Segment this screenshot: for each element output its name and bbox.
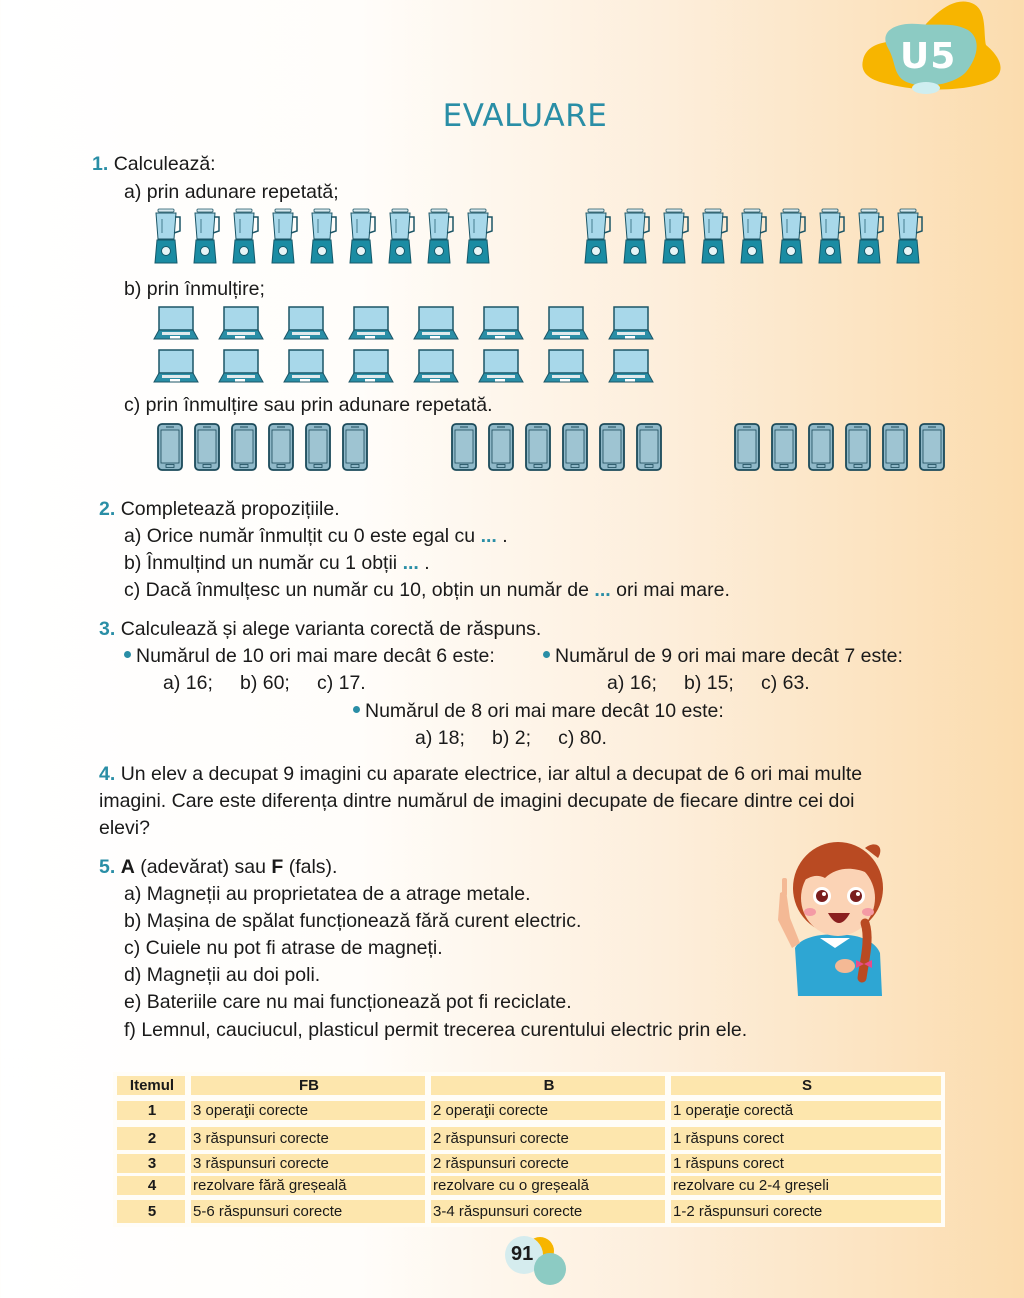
ex2-prompt: Completează propozițiile.: [120, 498, 340, 520]
ex1-number: 1.: [92, 153, 109, 175]
blender-icon: [622, 207, 650, 270]
page-title: EVALUARE: [442, 98, 608, 134]
cell-fb: rezolvare fără greșeală: [191, 1176, 425, 1195]
ex5-item-c: c) Cuiele nu pot fi atrase de magneți.: [124, 937, 443, 959]
page-circles-icon: [498, 1235, 578, 1295]
smartphone-icon: [267, 423, 295, 476]
cell-item: 3: [117, 1154, 185, 1173]
option-c[interactable]: c) 17.: [316, 672, 366, 694]
laptop-icon: [607, 305, 655, 348]
option-c[interactable]: c) 80.: [558, 727, 607, 749]
ex1-b-label: b) prin înmulțire;: [124, 278, 265, 300]
smartphone-icon: [230, 423, 258, 476]
ex2-a-text: a) Orice număr înmulțit cu 0 este egal cu: [124, 525, 476, 547]
ex2-a-end: .: [502, 525, 508, 547]
option-a[interactable]: a) 18;: [415, 727, 465, 749]
ex5-item-d: d) Magneții au doi poli.: [124, 964, 321, 986]
ex5-f-letter: F: [271, 856, 284, 878]
laptop-row-1: [152, 305, 672, 348]
cell-s: 1 răspuns corect: [671, 1154, 941, 1173]
ex5-number: 5.: [99, 856, 116, 878]
laptop-icon: [607, 348, 655, 391]
ex3-q2: [543, 644, 903, 668]
ex5-a-word: (adevărat) sau: [140, 856, 266, 878]
ex2-number: 2.: [99, 498, 116, 520]
blender-group-2: [583, 207, 934, 270]
ex1-a-label: a) prin adunare repetată;: [124, 181, 339, 203]
table-header-row: [117, 1076, 941, 1095]
table-row: [117, 1101, 941, 1120]
blender-icon: [465, 207, 493, 270]
ex4-line-1: [99, 762, 862, 786]
smartphone-icon: [450, 423, 478, 476]
ex3-number: 3.: [99, 618, 116, 640]
cell-b: 2 răspunsuri corecte: [431, 1154, 665, 1173]
bullet-icon: [353, 706, 360, 713]
cell-s: rezolvare cu 2-4 greșeli: [671, 1176, 941, 1195]
blender-icon: [778, 207, 806, 270]
option-b[interactable]: b) 60;: [239, 672, 290, 694]
cell-item: 5: [117, 1200, 185, 1223]
ex1-prompt: Calculează:: [113, 153, 216, 175]
ex3-q1: [124, 644, 495, 668]
laptop-icon: [412, 348, 460, 391]
header-b: B: [431, 1076, 665, 1095]
header-s: S: [671, 1076, 941, 1095]
blender-icon: [153, 207, 181, 270]
ex2-b-text: b) Înmulțind un număr cu 1 obții: [124, 552, 398, 574]
smartphone-icon: [524, 423, 552, 476]
table-row: [117, 1176, 941, 1195]
smartphone-icon: [733, 423, 761, 476]
cell-b: rezolvare cu o greșeală: [431, 1176, 665, 1195]
blender-icon: [895, 207, 923, 270]
ex3-q2-text: Numărul de 9 ori mai mare decât 7 este:: [555, 645, 903, 667]
laptop-icon: [347, 348, 395, 391]
ex3-q1-text: Numărul de 10 ori mai mare decât 6 este:: [136, 645, 495, 667]
ex5-item-e: e) Bateriile care nu mai funcționează pot fi reciclate.: [124, 991, 572, 1013]
blender-icon: [309, 207, 337, 270]
option-a[interactable]: a) 16;: [607, 672, 657, 694]
smartphone-icon: [635, 423, 663, 476]
cell-s: 1 răspuns corect: [671, 1127, 941, 1150]
ex3-q3-options: [415, 726, 607, 750]
blank-placeholder: ...: [402, 552, 419, 574]
ex2-c-end: ori mai mare.: [616, 579, 730, 601]
blender-icon: [856, 207, 884, 270]
ex2-heading: [99, 497, 340, 521]
header-itemul: Itemul: [117, 1076, 185, 1095]
ex1-c-label: c) prin înmulțire sau prin adunare repetată.: [124, 394, 493, 416]
girl-pointing-icon: [770, 838, 900, 1003]
laptop-icon: [152, 348, 200, 391]
smartphone-icon: [807, 423, 835, 476]
blender-icon: [231, 207, 259, 270]
ex2-item-b: [124, 551, 430, 575]
phone-group-1: [156, 423, 378, 476]
ex3-heading: [99, 617, 541, 641]
smartphone-icon: [918, 423, 946, 476]
cell-b: 3-4 răspunsuri corecte: [431, 1200, 665, 1223]
blender-icon: [387, 207, 415, 270]
blank-placeholder: ...: [594, 579, 611, 601]
blender-group-1: [153, 207, 504, 270]
blender-icon: [192, 207, 220, 270]
ex3-q3: [353, 699, 724, 723]
smartphone-icon: [304, 423, 332, 476]
blender-icon: [583, 207, 611, 270]
ex5-item-b: b) Mașina de spălat funcționează fără curent electric.: [124, 910, 582, 932]
cell-item: 4: [117, 1176, 185, 1195]
ex1-heading: [92, 152, 216, 176]
option-b[interactable]: b) 2;: [491, 727, 531, 749]
blender-icon: [817, 207, 845, 270]
unit-badge: [858, 0, 1008, 95]
laptop-icon: [152, 305, 200, 348]
blender-icon: [426, 207, 454, 270]
cell-b: 2 răspunsuri corecte: [431, 1127, 665, 1150]
unit-badge-label: U5: [900, 36, 957, 77]
ex5-f-word: (fals).: [288, 856, 338, 878]
cell-item: 1: [117, 1101, 185, 1120]
blender-icon: [739, 207, 767, 270]
ex5-a-letter: A: [120, 856, 135, 878]
ex4-text-1: Un elev a decupat 9 imagini cu aparate electrice, iar altul a decupat de 6 ori mai multe: [120, 763, 863, 785]
blank-placeholder: ...: [480, 525, 497, 547]
option-c[interactable]: c) 63.: [760, 672, 810, 694]
laptop-icon: [217, 348, 265, 391]
ex3-q2-options: [607, 671, 810, 695]
smartphone-icon: [881, 423, 909, 476]
laptop-icon: [282, 305, 330, 348]
option-a[interactable]: a) 16;: [163, 672, 213, 694]
bullet-icon: [543, 651, 550, 658]
ex4-line-3: elevi?: [99, 817, 150, 839]
cell-item: 2: [117, 1127, 185, 1150]
ex2-item-c: [124, 578, 730, 602]
smartphone-icon: [561, 423, 589, 476]
laptop-icon: [477, 305, 525, 348]
table-row: [117, 1127, 941, 1150]
page-number: 91: [511, 1243, 534, 1265]
ex5-heading: [99, 855, 337, 879]
cell-fb: 3 răspunsuri corecte: [191, 1154, 425, 1173]
ex4-line-2: imagini. Care este diferența dintre numărul de imagini decupate de fiecare dintre cei doi: [99, 790, 855, 812]
laptop-icon: [542, 348, 590, 391]
bullet-icon: [124, 651, 131, 658]
header-fb: FB: [191, 1076, 425, 1095]
cell-s: 1-2 răspunsuri corecte: [671, 1200, 941, 1223]
blender-icon: [348, 207, 376, 270]
smartphone-icon: [770, 423, 798, 476]
blender-icon: [661, 207, 689, 270]
blender-icon: [700, 207, 728, 270]
ex5-item-f: f) Lemnul, cauciucul, plasticul permit trecerea curentului electric prin ele.: [124, 1019, 748, 1041]
cell-fb: 5-6 răspunsuri corecte: [191, 1200, 425, 1223]
cell-s: 1 operaţie corectă: [671, 1101, 941, 1120]
cell-fb: 3 operaţii corecte: [191, 1101, 425, 1120]
girl-illustration: [770, 838, 900, 1008]
table-row: [117, 1200, 941, 1223]
ex3-q3-text: Numărul de 8 ori mai mare decât 10 este:: [365, 700, 724, 722]
ex4-number: 4.: [99, 763, 116, 785]
smartphone-icon: [341, 423, 369, 476]
ex3-q1-options: [163, 671, 366, 695]
phone-group-2: [450, 423, 672, 476]
phone-group-3: [733, 423, 955, 476]
laptop-icon: [542, 305, 590, 348]
smartphone-icon: [844, 423, 872, 476]
page-number-badge: [498, 1235, 550, 1287]
laptop-icon: [282, 348, 330, 391]
laptop-icon: [347, 305, 395, 348]
smartphone-icon: [487, 423, 515, 476]
laptop-row-2: [152, 348, 672, 391]
table-row: [117, 1154, 941, 1173]
laptop-icon: [217, 305, 265, 348]
option-b[interactable]: b) 15;: [683, 672, 734, 694]
evaluation-rubric-table: [113, 1072, 945, 1227]
blender-icon: [270, 207, 298, 270]
smartphone-icon: [598, 423, 626, 476]
smartphone-icon: [156, 423, 184, 476]
laptop-icon: [477, 348, 525, 391]
ex2-c-text: c) Dacă înmulțesc un număr cu 10, obțin un număr de: [124, 579, 589, 601]
cell-fb: 3 răspunsuri corecte: [191, 1127, 425, 1150]
ex3-prompt: Calculează și alege varianta corectă de răspuns.: [120, 618, 542, 640]
smartphone-icon: [193, 423, 221, 476]
ex2-item-a: [124, 524, 508, 548]
laptop-icon: [412, 305, 460, 348]
ex2-b-end: .: [424, 552, 430, 574]
cell-b: 2 operaţii corecte: [431, 1101, 665, 1120]
ex5-item-a: a) Magneții au proprietatea de a atrage metale.: [124, 883, 531, 905]
